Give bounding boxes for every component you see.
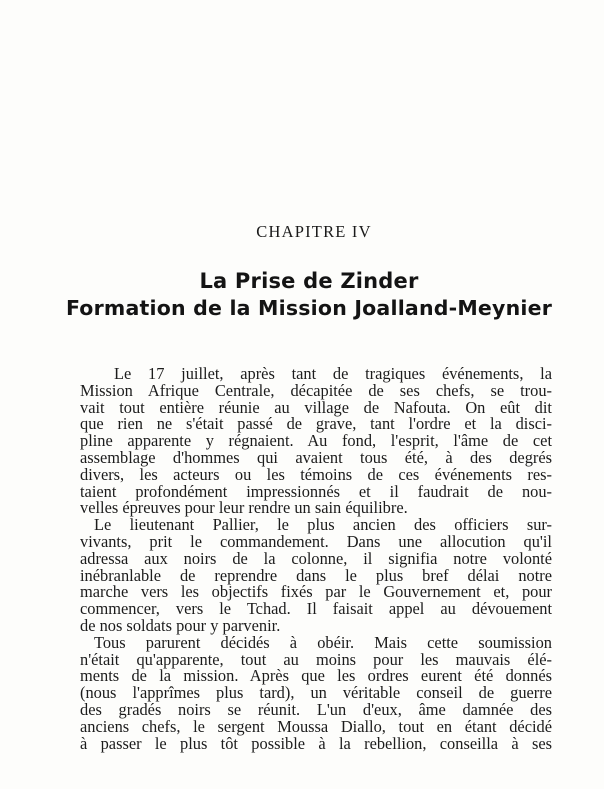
text-line: inébranlable de reprendre dans le plus bref délai notre [80,565,552,585]
text-line: anciens chefs, le sergent Moussa Diallo, tout en étant décidé [80,716,552,736]
text-line: vivants, prit le commandement. Dans une allocution qu'il [80,531,552,551]
text-line: assemblage d'hommes qui avaient tous été, à des degrés [80,447,552,467]
text-line: de nos soldats pour y parvenir. [80,615,281,635]
text-line: Le 17 juillet, après tant de tragiques événements, la [114,364,552,383]
text-line: vait tout entière réunie au village de Nafouta. On eût dit [80,397,552,417]
text-line: divers, les acteurs ou les témoins de ces événements res- [80,464,552,484]
text-line: Mission Afrique Centrale, décapitée de ses chefs, se trou- [80,380,552,400]
text-line: velles épreuves pour leur rendre un sain équilibre. [80,498,408,518]
chapter-title [0,268,604,322]
text-line: commencer, vers le Tchad. Il faisait appel au dévouement [80,599,552,619]
chapter-heading: CHAPITRE IV [256,222,372,241]
text-line: adressa aux noirs de la colonne, il signifia notre volonté [80,548,552,568]
text-line: à passer le plus tôt possible à la rebellion, conseilla à ses [80,733,552,753]
text-line: pline apparente y régnaient. Au fond, l'esprit, l'âme de cet [80,431,552,451]
paragraph-2 [80,517,552,635]
text-line: marche vers les objectifs fixés par le Gouvernement et, pour [80,582,552,602]
text-line: n'était qu'apparente, tout au moins pour les mauvais élé- [80,649,552,669]
text-line: (nous l'apprîmes plus tard), un véritable conseil de guerre [80,683,552,703]
paragraph-3 [80,632,552,753]
text-line: ments de la mission. Après que les ordres eurent été donnés [80,666,552,686]
text-line: taient profondément impressionnés et il faudrait de nou- [80,481,552,501]
title-line-2: Formation de la Mission Joalland-Meynier [65,296,553,320]
paragraph-1 [80,366,552,517]
text-line: des gradés noirs se réunit. L'un d'eux, âme damnée des [80,699,552,719]
title-line-1: La Prise de Zinder [199,269,419,293]
text-line: que rien ne s'était passé de grave, tant l'ordre et la disci- [80,414,552,434]
text-line: Le lieutenant Pallier, le plus ancien des officiers sur- [94,515,552,535]
body-text [80,366,552,752]
text-line: Tous parurent décidés à obéir. Mais cette soumission [94,632,552,652]
